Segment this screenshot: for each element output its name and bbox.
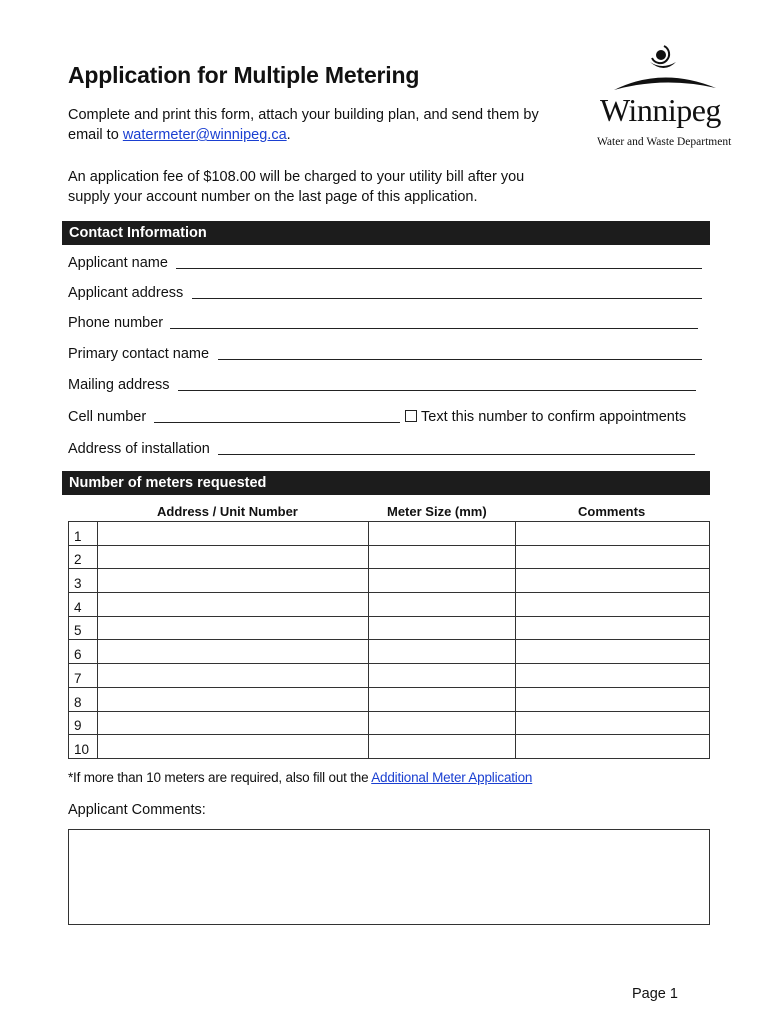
table-row — [69, 711, 710, 735]
applicant-name-input[interactable] — [176, 253, 702, 269]
row-number: 8 — [69, 687, 98, 711]
comments-cell[interactable] — [516, 664, 710, 688]
logo-wordmark: Winnipeg — [600, 92, 721, 128]
applicant-name-label: Applicant name — [68, 255, 168, 271]
address-unit-cell[interactable] — [98, 545, 369, 569]
installation-address-row — [68, 439, 695, 459]
applicant-address-row — [68, 283, 702, 303]
fee-line-2: supply your account number on the last page of this application. — [68, 189, 478, 205]
mailing-address-input[interactable] — [178, 375, 696, 391]
page-title: Application for Multiple Metering — [68, 62, 420, 88]
intro-line-1: Complete and print this form, attach your building plan, and send them by — [68, 107, 539, 123]
address-unit-cell[interactable] — [98, 640, 369, 664]
row-number: 9 — [69, 711, 98, 735]
cell-number-input[interactable] — [154, 407, 400, 423]
primary-contact-label: Primary contact name — [68, 346, 210, 362]
checkbox-icon[interactable] — [405, 410, 417, 422]
cell-number-label: Cell number — [68, 409, 147, 425]
additional-meter-application-link[interactable]: Additional Meter Application — [371, 770, 533, 785]
table-row — [69, 522, 710, 546]
applicant-address-label: Applicant address — [68, 285, 184, 301]
meter-size-cell[interactable] — [369, 545, 516, 569]
column-header-comments: Comments — [578, 504, 646, 519]
installation-address-input[interactable] — [218, 439, 695, 455]
comments-cell[interactable] — [516, 735, 710, 759]
address-unit-cell[interactable] — [98, 569, 369, 593]
applicant-address-input[interactable] — [192, 283, 702, 299]
fee-line-1: An application fee of $108.00 will be charged to your utility bill after you — [68, 169, 525, 185]
winnipeg-emblem-icon — [592, 40, 742, 100]
intro-email-prefix: email to — [68, 127, 123, 143]
phone-number-label: Phone number — [68, 315, 164, 331]
table-row — [69, 640, 710, 664]
comments-cell[interactable] — [516, 569, 710, 593]
phone-number-row — [68, 313, 698, 333]
mailing-address-row — [68, 375, 696, 395]
installation-address-label: Address of installation — [68, 441, 210, 457]
address-unit-cell[interactable] — [98, 687, 369, 711]
meter-size-cell[interactable] — [369, 522, 516, 546]
row-number: 5 — [69, 616, 98, 640]
comments-cell[interactable] — [516, 640, 710, 664]
table-row — [69, 593, 710, 617]
comments-cell[interactable] — [516, 522, 710, 546]
row-number: 4 — [69, 593, 98, 617]
table-row — [69, 616, 710, 640]
column-header-meter-size: Meter Size (mm) — [387, 504, 487, 519]
meter-size-cell[interactable] — [369, 687, 516, 711]
text-confirm-label: Text this number to confirm appointments — [421, 409, 687, 425]
note-text: *If more than 10 meters are required, also fill out the — [68, 770, 372, 785]
mailing-address-label: Mailing address — [68, 377, 170, 393]
address-unit-cell[interactable] — [98, 616, 369, 640]
logo-department: Water and Waste Department — [597, 136, 732, 148]
comments-cell[interactable] — [516, 711, 710, 735]
row-number: 2 — [69, 545, 98, 569]
applicant-comments-input[interactable] — [68, 829, 710, 925]
comments-cell[interactable] — [516, 616, 710, 640]
intro-line-2 — [68, 125, 291, 145]
page-number: Page 1 — [632, 986, 678, 1002]
winnipeg-logo — [592, 40, 742, 155]
table-row — [69, 735, 710, 759]
row-number: 10 — [69, 735, 98, 759]
meter-size-cell[interactable] — [369, 569, 516, 593]
row-number: 1 — [69, 522, 98, 546]
meter-size-cell[interactable] — [369, 593, 516, 617]
address-unit-cell[interactable] — [98, 735, 369, 759]
applicant-comments-label: Applicant Comments: — [68, 802, 206, 818]
primary-contact-row — [68, 344, 702, 364]
table-row — [69, 687, 710, 711]
primary-contact-input[interactable] — [218, 344, 702, 360]
table-row — [69, 664, 710, 688]
phone-number-input[interactable] — [170, 313, 698, 329]
meter-size-cell[interactable] — [369, 640, 516, 664]
comments-cell[interactable] — [516, 545, 710, 569]
address-unit-cell[interactable] — [98, 522, 369, 546]
applicant-name-row — [68, 253, 702, 273]
email-link[interactable]: watermeter@winnipeg.ca — [122, 127, 287, 143]
row-number: 6 — [69, 640, 98, 664]
intro-email-suffix: . — [286, 127, 291, 143]
meter-size-cell[interactable] — [369, 735, 516, 759]
text-confirm-option[interactable] — [405, 407, 686, 427]
row-number: 3 — [69, 569, 98, 593]
table-row — [69, 569, 710, 593]
contact-section-header: Contact Information — [62, 221, 710, 245]
address-unit-cell[interactable] — [98, 593, 369, 617]
column-header-address: Address / Unit Number — [157, 504, 298, 519]
cell-number-row — [68, 407, 700, 427]
comments-cell[interactable] — [516, 593, 710, 617]
row-number: 7 — [69, 664, 98, 688]
meter-size-cell[interactable] — [369, 664, 516, 688]
meters-section-header: Number of meters requested — [62, 471, 710, 495]
table-row — [69, 545, 710, 569]
address-unit-cell[interactable] — [98, 664, 369, 688]
address-unit-cell[interactable] — [98, 711, 369, 735]
meter-size-cell[interactable] — [369, 616, 516, 640]
additional-meters-note — [68, 770, 532, 785]
meters-table — [68, 521, 710, 759]
meter-size-cell[interactable] — [369, 711, 516, 735]
comments-cell[interactable] — [516, 687, 710, 711]
